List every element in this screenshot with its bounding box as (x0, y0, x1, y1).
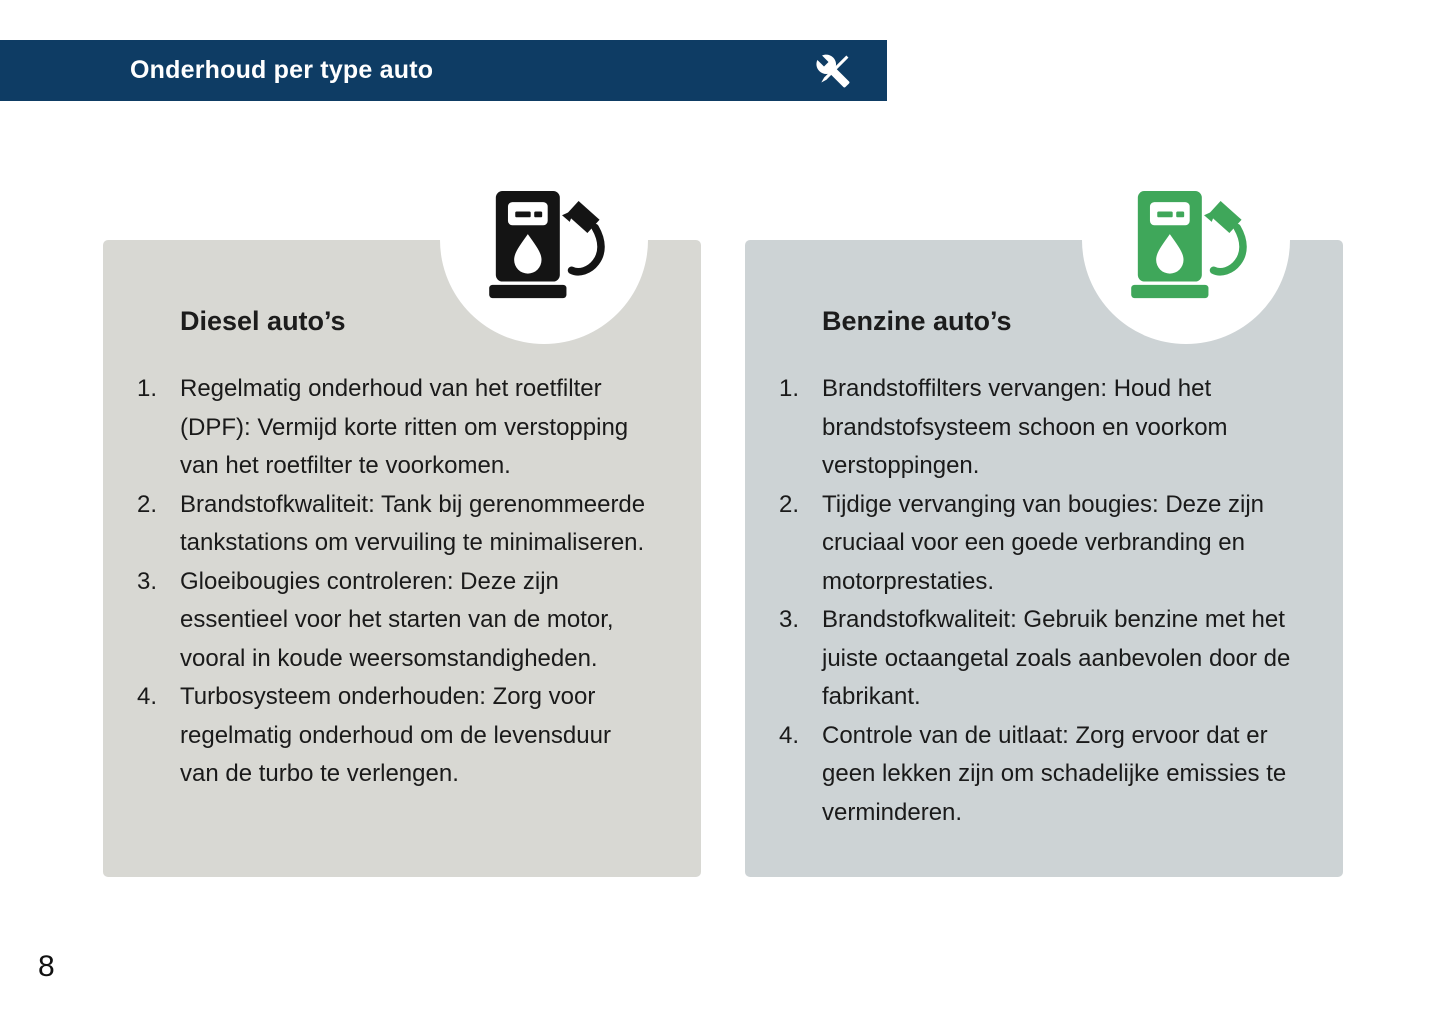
card-benzine (745, 240, 1343, 877)
fuel-pump-icon (487, 188, 615, 300)
list-item: Brandstofkwaliteit: Gebruik benzine met het juiste octaangetal zoals aanbevolen door de fabrikant. (822, 606, 1291, 710)
maintenance-list-diesel (137, 370, 649, 794)
header-bar (0, 40, 887, 101)
list-item: Controle van de uitlaat: Zorg ervoor dat er geen lekken zijn om schadelijke emissies te verminderen. (822, 721, 1287, 826)
page-number: 8 (38, 950, 55, 983)
list-item: Gloeibougies controleren: Deze zijn essentieel voor het starten van de motor, vooral in koude weersomstandigheden. (180, 567, 614, 672)
list-item: Tijdige vervanging van bougies: Deze zijn cruciaal voor een goede verbranding en motorprestaties. (822, 490, 1265, 595)
card-title: Benzine auto’s (822, 306, 1012, 336)
list-item: Brandstofkwaliteit: Tank bij gerenommeerde tankstations om vervuiling te minimaliseren. (180, 490, 646, 556)
tools-icon (815, 53, 851, 89)
card-title: Diesel auto’s (180, 306, 346, 336)
maintenance-list-benzine (779, 370, 1291, 832)
card-diesel (103, 240, 701, 877)
fuel-pump-icon (1129, 188, 1257, 300)
list-item: Turbosysteem onderhouden: Zorg voor regelmatig onderhoud om de levensduur van de turbo te verlengen. (180, 683, 611, 787)
list-item: Brandstoffilters vervangen: Houd het brandstofsysteem schoon en voorkom verstoppingen. (822, 375, 1228, 479)
page-title: Onderhoud per type auto (130, 56, 434, 84)
list-item: Regelmatig onderhoud van het roetfilter (DPF): Vermijd korte ritten om verstopping van het roetfilter te voorkomen. (180, 375, 629, 479)
